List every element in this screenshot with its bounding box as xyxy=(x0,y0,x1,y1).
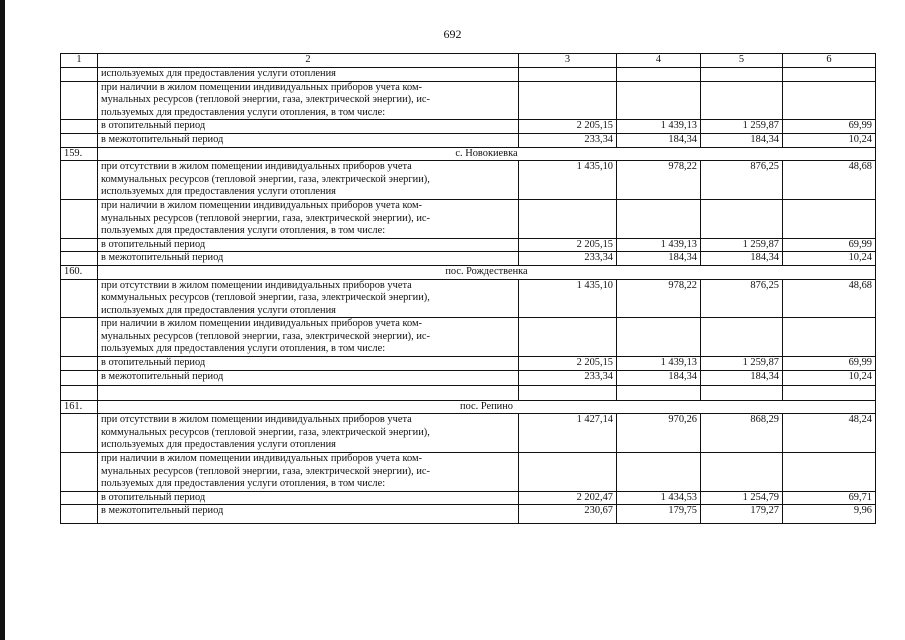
row-number: 159. xyxy=(61,147,98,161)
table-row: в отопительный период 2 205,15 1 439,13 1 259,87 69,99 xyxy=(61,238,876,252)
table-row: в межотопительный период 230,67 179,75 179,27 9,96 xyxy=(61,505,876,524)
table-row xyxy=(61,199,876,238)
table-row xyxy=(61,318,876,357)
scan-left-edge xyxy=(0,0,5,640)
without-meters-description: при отсутствии в жилом помещении индивидуальных приборов учета коммунальных ресурсов (тепловой энергии, газа, электрической энергии), используемых для предоставления услуги отопления xyxy=(98,279,519,318)
table-row: в отопительный период 2 205,15 1 439,13 1 259,87 69,99 xyxy=(61,357,876,371)
column-header-3: 3 xyxy=(519,54,617,68)
with-meters-description: при наличии в жилом помещении индивидуальных приборов учета ком- мунальных ресурсов (тепловой энергии, газа, электрической энергии), ис- пользуемых для предоставления услуги отопления, в том числе: xyxy=(98,318,519,357)
table-row: в межотопительный период 233,34 184,34 184,34 10,24 xyxy=(61,252,876,266)
table-row: в отопительный период 2 202,47 1 434,53 1 254,79 69,71 xyxy=(61,491,876,505)
table-row: при отсутствии в жилом помещении индивидуальных приборов учета коммунальных ресурсов (тепловой энергии, газа, электрической энергии), используемых для предоставления услуги отопления 1 435,10 978,22 876,25 48,68 xyxy=(61,279,876,318)
settlement-name: пос. Рождественка xyxy=(98,265,876,279)
settlement-header-row xyxy=(61,400,876,414)
tariff-table xyxy=(60,53,876,524)
settlement-name: пос. Репино xyxy=(98,400,876,414)
table-row: при отсутствии в жилом помещении индивидуальных приборов учета коммунальных ресурсов (тепловой энергии, газа, электрической энергии), используемых для предоставления услуги отопления 1 427,14 970,26 868,29 48,24 xyxy=(61,414,876,453)
row-number: 161. xyxy=(61,400,98,414)
column-header-4: 4 xyxy=(617,54,701,68)
settlement-name: с. Новокиевка xyxy=(98,147,876,161)
table-row xyxy=(61,68,876,82)
row-number: 160. xyxy=(61,265,98,279)
page-number: 692 xyxy=(443,27,462,41)
with-meters-description: при наличии в жилом помещении индивидуальных приборов учета ком- мунальных ресурсов (тепловой энергии, газа, электрической энергии), ис- пользуемых для предоставления услуги отопления, в том числе: xyxy=(98,453,519,492)
table-row xyxy=(61,81,876,120)
settlement-header-row xyxy=(61,265,876,279)
settlement-header-row xyxy=(61,147,876,161)
table-row: в межотопительный период 233,34 184,34 184,34 10,24 xyxy=(61,370,876,385)
table-row xyxy=(61,453,876,492)
table-row: в отопительный период 2 205,15 1 439,13 1 259,87 69,99 xyxy=(61,120,876,134)
with-meters-description: при наличии в жилом помещении индивидуальных приборов учета ком- мунальных ресурсов (тепловой энергии, газа, электрической энергии), ис- пользуемых для предоставления услуги отопления, в том числе: xyxy=(98,81,519,120)
table-row: при отсутствии в жилом помещении индивидуальных приборов учета коммунальных ресурсов (тепловой энергии, газа, электрической энергии), используемых для предоставления услуги отопления 1 435,10 978,22 876,25 48,68 xyxy=(61,161,876,200)
without-meters-description: при отсутствии в жилом помещении индивидуальных приборов учета коммунальных ресурсов (тепловой энергии, газа, электрической энергии), используемых для предоставления услуги отопления xyxy=(98,161,519,200)
column-header-1: 1 xyxy=(61,54,98,68)
header-row xyxy=(61,54,876,68)
column-header-6: 6 xyxy=(783,54,876,68)
column-header-5: 5 xyxy=(701,54,783,68)
continuation-text: используемых для предоставления услуги отопления xyxy=(98,68,519,82)
column-header-2: 2 xyxy=(98,54,519,68)
without-meters-description: при отсутствии в жилом помещении индивидуальных приборов учета коммунальных ресурсов (тепловой энергии, газа, электрической энергии), используемых для предоставления услуги отопления xyxy=(98,414,519,453)
table-row: в межотопительный период 233,34 184,34 184,34 10,24 xyxy=(61,133,876,147)
with-meters-description: при наличии в жилом помещении индивидуальных приборов учета ком- мунальных ресурсов (тепловой энергии, газа, электрической энергии), ис- пользуемых для предоставления услуги отопления, в том числе: xyxy=(98,199,519,238)
spacer-row xyxy=(61,385,876,400)
